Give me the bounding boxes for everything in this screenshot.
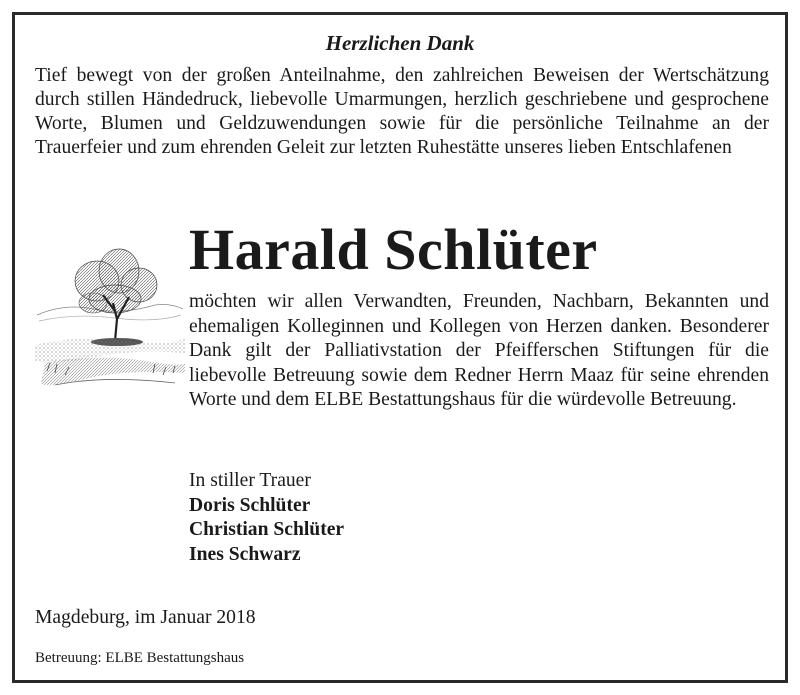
mourner-name: Doris Schlüter [189, 494, 311, 516]
intro-paragraph: Tief bewegt von der großen Anteilnahme, den zahlreichen Beweisen der Wertschätzung durch stillen Händedruck, liebevolle Umarmungen, herzlich geschriebene und gesprochene Worte, Blumen und Geldzuwendungen sowie für die persönliche Teilnahme an der Trauerfeier und zum ehrenden Geleit zur letzten Ruhestätte unseres lieben Entschlafenen [35, 65, 769, 158]
mourner-name: Christian Schlüter [189, 519, 345, 540]
mourner-name: Ines Schwarz [189, 543, 301, 565]
funeral-home-credit: Betreuung: ELBE Bestattungshaus [35, 650, 245, 666]
place-date: Magdeburg, im Januar 2018 [35, 607, 256, 628]
mourners-block [189, 469, 344, 567]
thanks-paragraph: möchten wir allen Verwandten, Freunden, Nachbarn, Bekannten und ehemaligen Kolleginnen und Kollegen von Herzen danken. Besonderer Dank gilt der Palliativstation der Pfeifferschen Stiftungen für die liebevolle Betreuung sowie dem Redner Herrn Maaz für seine ehrenden Worte und dem ELBE Bestattungshaus für die würdevolle Betreuung. [189, 291, 769, 410]
notice-heading: Herzlichen Dank [325, 31, 475, 55]
tree-landscape-icon [35, 223, 185, 393]
mourning-line: In stiller Trauer [189, 470, 311, 491]
deceased-name: Harald Schlüter [189, 217, 598, 282]
obituary-notice [12, 12, 788, 683]
